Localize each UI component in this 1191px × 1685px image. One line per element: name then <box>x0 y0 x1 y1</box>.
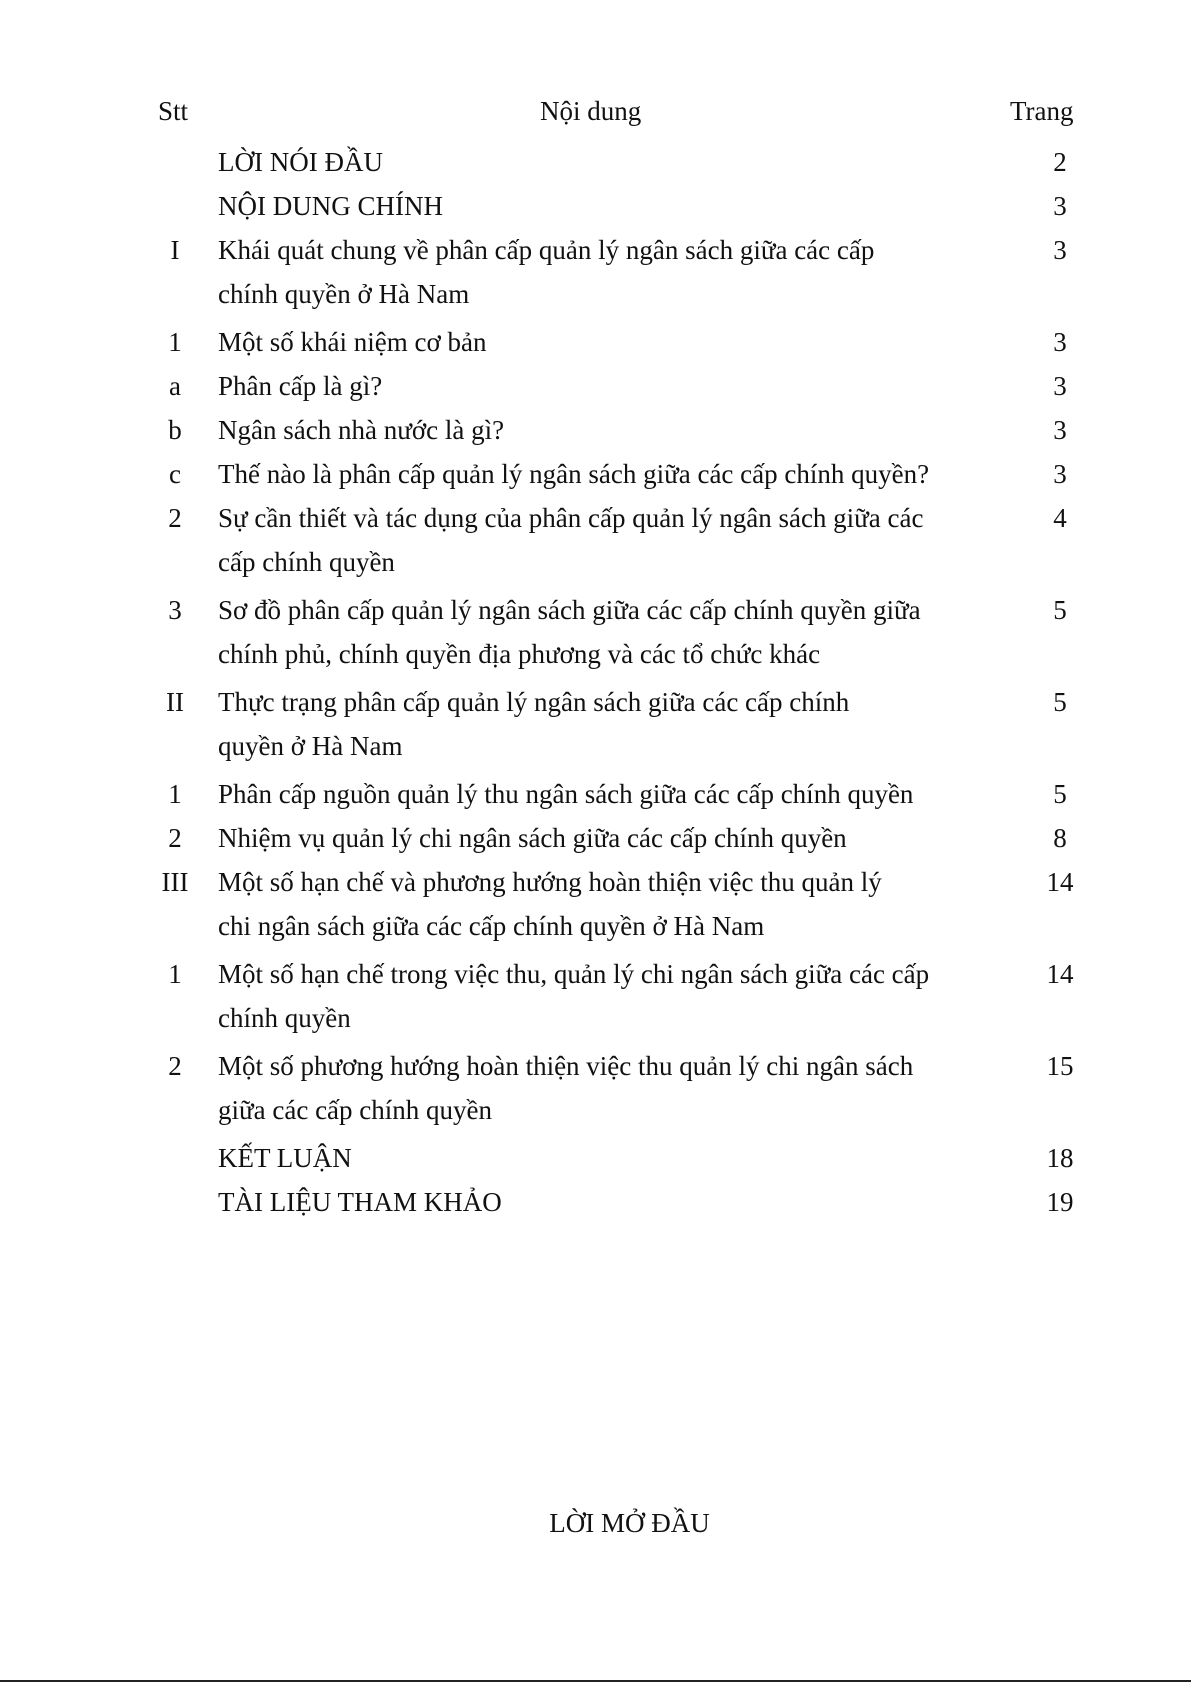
toc-row-title: chính quyền <box>218 1003 351 1033</box>
toc-row-title: Một số hạn chế và phương hướng hoàn thiện việc thu quản lý <box>218 867 882 897</box>
toc-row <box>0 860 1191 904</box>
toc-row <box>0 140 1191 184</box>
toc-row-title: Một số phương hướng hoàn thiện việc thu quản lý chi ngân sách <box>218 1051 914 1081</box>
toc-row-continuation <box>0 904 1191 952</box>
header-content: Nội dung <box>540 96 642 126</box>
toc-row-title: Phân cấp là gì? <box>218 371 383 401</box>
toc-row <box>0 408 1191 452</box>
toc-row-page-number: 5 <box>1053 687 1067 717</box>
toc-row-continuation <box>0 1088 1191 1136</box>
toc-row-number: 2 <box>168 1051 182 1081</box>
toc-row-title: TÀI LIỆU THAM KHẢO <box>218 1187 502 1217</box>
toc-row-number: I <box>170 235 180 265</box>
toc-row-title: cấp chính quyền <box>218 547 395 577</box>
toc-row <box>0 680 1191 724</box>
toc-row <box>0 496 1191 540</box>
toc-row-continuation <box>0 272 1191 320</box>
toc-header <box>0 96 1191 136</box>
toc-row-title: Một số hạn chế trong việc thu, quản lý chi ngân sách giữa các cấp <box>218 959 930 989</box>
toc-row <box>0 1136 1191 1180</box>
toc-row-number: 1 <box>168 959 182 989</box>
toc-row-title: Ngân sách nhà nước là gì? <box>218 415 505 445</box>
toc-row-page-number: 3 <box>1053 371 1067 401</box>
section-title: LỜI MỞ ĐẦU <box>549 1508 710 1538</box>
toc-row-page-number: 15 <box>1046 1051 1074 1081</box>
toc-table <box>0 140 1191 1224</box>
toc-row-title: Một số khái niệm cơ bản <box>218 327 487 357</box>
toc-row-page-number: 4 <box>1053 503 1067 533</box>
toc-row-page-number: 5 <box>1053 595 1067 625</box>
toc-row-title: Thực trạng phân cấp quản lý ngân sách giữa các cấp chính <box>218 687 850 717</box>
toc-row-number: 1 <box>168 779 182 809</box>
toc-row-number: 3 <box>168 595 182 625</box>
toc-row-title: LỜI NÓI ĐẦU <box>218 147 383 177</box>
toc-row-continuation <box>0 540 1191 588</box>
toc-row <box>0 320 1191 364</box>
toc-row-title: Phân cấp nguồn quản lý thu ngân sách giữa các cấp chính quyền <box>218 779 914 809</box>
toc-row-page-number: 3 <box>1053 415 1067 445</box>
header-stt: Stt <box>158 96 189 126</box>
page-bottom-rule <box>0 1680 1191 1682</box>
header-page: Trang <box>1010 96 1074 126</box>
toc-row-title: quyền ở Hà Nam <box>218 731 403 761</box>
toc-row-title: Nhiệm vụ quản lý chi ngân sách giữa các cấp chính quyền <box>218 823 847 853</box>
toc-row <box>0 816 1191 860</box>
toc-row-title: KẾT LUẬN <box>218 1143 352 1173</box>
toc-row-page-number: 3 <box>1053 191 1067 221</box>
toc-row-page-number: 14 <box>1046 867 1074 897</box>
toc-row-page-number: 3 <box>1053 235 1067 265</box>
toc-row-number: II <box>166 687 184 717</box>
toc-row-number: a <box>169 371 181 401</box>
toc-row-continuation <box>0 996 1191 1044</box>
toc-row <box>0 772 1191 816</box>
toc-row-number: 1 <box>168 327 182 357</box>
toc-row-page-number: 3 <box>1053 327 1067 357</box>
toc-row <box>0 1044 1191 1088</box>
toc-row-page-number: 14 <box>1046 959 1074 989</box>
toc-row-page-number: 5 <box>1053 779 1067 809</box>
toc-row-title: giữa các cấp chính quyền <box>218 1095 493 1125</box>
toc-row <box>0 588 1191 632</box>
toc-row-title: chi ngân sách giữa các cấp chính quyền ở Hà Nam <box>218 911 765 941</box>
toc-row <box>0 452 1191 496</box>
toc-row-number: 2 <box>168 823 182 853</box>
toc-row-title: chính phủ, chính quyền địa phương và các tổ chức khác <box>218 639 821 669</box>
toc-row-title: Khái quát chung về phân cấp quản lý ngân sách giữa các cấp <box>218 235 875 265</box>
toc-row-title: NỘI DUNG CHÍNH <box>218 191 443 221</box>
toc-row-page-number: 19 <box>1046 1187 1074 1217</box>
toc-row-page-number: 2 <box>1053 147 1067 177</box>
toc-row <box>0 228 1191 272</box>
toc-row <box>0 364 1191 408</box>
toc-row-number: 2 <box>168 503 182 533</box>
toc-row-page-number: 3 <box>1053 459 1067 489</box>
toc-row <box>0 1180 1191 1224</box>
toc-row-continuation <box>0 632 1191 680</box>
toc-row-number: c <box>169 459 181 489</box>
toc-row-title: Sự cần thiết và tác dụng của phân cấp quản lý ngân sách giữa các <box>218 503 924 533</box>
toc-row-page-number: 8 <box>1053 823 1067 853</box>
toc-row-number: III <box>161 867 189 897</box>
toc-row-continuation <box>0 724 1191 772</box>
toc-row-number: b <box>168 415 182 445</box>
toc-row-title: Thế nào là phân cấp quản lý ngân sách giữa các cấp chính quyền? <box>218 459 930 489</box>
toc-row-title: Sơ đồ phân cấp quản lý ngân sách giữa các cấp chính quyền giữa <box>218 595 921 625</box>
toc-row-page-number: 18 <box>1046 1143 1074 1173</box>
toc-row <box>0 184 1191 228</box>
toc-row <box>0 952 1191 996</box>
toc-row-title: chính quyền ở Hà Nam <box>218 279 470 309</box>
